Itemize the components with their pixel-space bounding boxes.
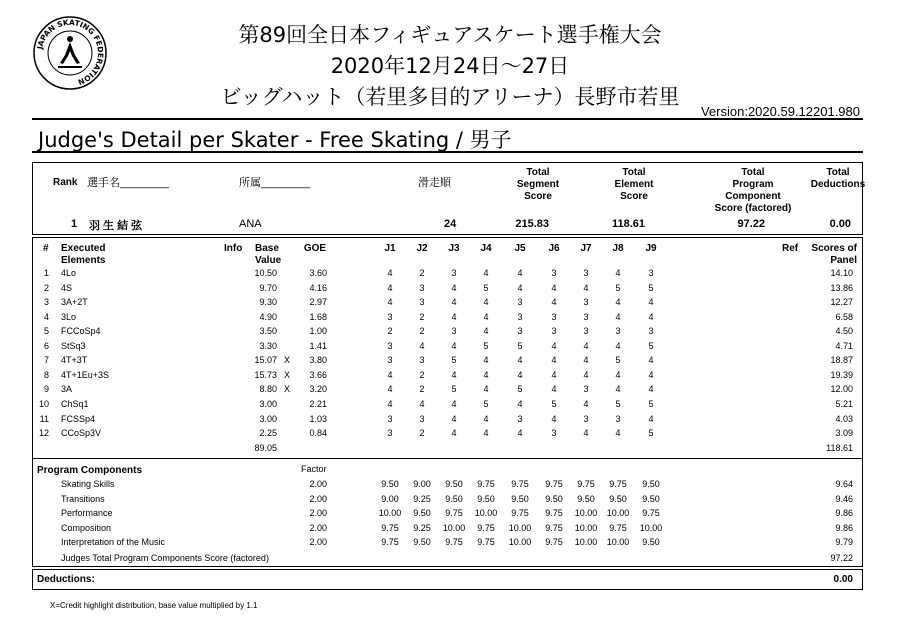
pcs-judge-score-9: 9.50	[642, 493, 660, 504]
judge-header-3: J3	[448, 243, 460, 254]
element-panel-score: 18.87	[830, 355, 853, 366]
element-goe: 3.80	[309, 355, 327, 366]
element-panel-score: 13.86	[830, 282, 853, 293]
deductions-header: Total Deductions	[810, 167, 866, 190]
judge-score-1: 4	[387, 282, 393, 293]
event-venue: ビッグハット（若里多目的アリーナ）長野市若里	[220, 85, 680, 109]
pcs-judge-score-9: 9.50	[642, 479, 660, 489]
pcs-judge-score-2: 9.50	[413, 508, 431, 518]
tss-header: Total Segment Score	[516, 167, 560, 202]
skater-pcs: 97.22	[737, 218, 765, 230]
judge-score-8: 4	[615, 428, 621, 439]
judge-score-4: 4	[483, 428, 489, 439]
judge-score-5: 4	[517, 398, 523, 409]
element-panel-score: 6.58	[835, 311, 853, 322]
rank-header: Rank	[53, 177, 78, 188]
pcs-judge-score-8: 9.50	[609, 493, 627, 504]
judge-header-7: J7	[580, 243, 592, 254]
pcs-component-name: Transitions	[61, 493, 105, 504]
element-panel-score: 14.10	[830, 268, 853, 278]
pcs-factor: 2.00	[309, 493, 327, 504]
element-panel-score: 3.09	[835, 428, 853, 439]
element-goe: 1.68	[309, 311, 327, 322]
name-header: 選手名________	[87, 177, 169, 189]
judge-score-3: 4	[451, 282, 457, 293]
judge-score-6: 3	[551, 326, 557, 337]
pcs-judge-score-2: 9.50	[413, 537, 431, 547]
judge-score-4: 4	[483, 297, 489, 308]
judge-score-2: 3	[419, 282, 425, 293]
element-number: 2	[43, 282, 49, 293]
judge-header-5: J5	[514, 243, 526, 254]
pcs-component-score: 9.86	[835, 522, 853, 533]
pcs-judge-score-8: 10.00	[606, 508, 630, 518]
elements-header: Executed Elements	[61, 243, 106, 266]
pcs-judge-score-3: 10.00	[442, 522, 466, 533]
judge-score-6: 3	[551, 311, 557, 322]
element-base-value: 3.00	[259, 413, 277, 424]
element-base-value: 9.70	[259, 282, 277, 293]
pcs-judge-score-5: 9.75	[511, 479, 529, 489]
judge-score-5: 5	[517, 384, 523, 395]
judge-score-6: 4	[551, 282, 557, 293]
judge-score-1: 3	[387, 428, 393, 439]
judge-score-9: 4	[648, 297, 654, 308]
pcs-judge-score-4: 10.00	[474, 508, 498, 518]
judge-score-9: 5	[648, 340, 654, 351]
pcs-factor: 2.00	[309, 479, 327, 489]
judge-score-5: 4	[517, 428, 523, 439]
judge-score-1: 4	[387, 369, 393, 380]
judge-score-6: 4	[551, 384, 557, 395]
element-number: 7	[43, 355, 49, 366]
pcs-component-score: 9.46	[835, 493, 853, 504]
judge-score-8: 4	[615, 384, 621, 395]
pcs-component-name: Performance	[61, 508, 113, 518]
judge-score-7: 4	[583, 340, 589, 351]
goe-header: GOE	[303, 243, 327, 254]
judge-score-2: 2	[419, 384, 425, 395]
judge-score-7: 3	[583, 413, 589, 424]
element-name: 3A+2T	[61, 297, 88, 308]
element-number: 6	[43, 340, 49, 351]
pcs-judge-score-1: 9.75	[381, 537, 399, 547]
judge-header-9: J9	[645, 243, 657, 254]
judge-score-3: 4	[451, 311, 457, 322]
version-label: Version:2020.59.12201.980	[700, 104, 860, 119]
judge-score-5: 4	[517, 355, 523, 366]
judge-score-2: 4	[419, 398, 425, 409]
judge-score-4: 4	[483, 413, 489, 424]
element-base-value: 15.07	[254, 355, 277, 366]
element-name: 4T+3T	[61, 355, 88, 366]
judge-header-1: J1	[384, 243, 396, 254]
info-header: Info	[224, 243, 243, 254]
judge-score-5: 4	[517, 282, 523, 293]
judge-score-8: 4	[615, 340, 621, 351]
judge-score-8: 4	[615, 369, 621, 380]
judge-score-9: 5	[648, 428, 654, 439]
pcs-judge-score-2: 9.00	[413, 479, 431, 489]
judge-score-9: 4	[648, 369, 654, 380]
pcs-component-name: Interpretation of the Music	[61, 537, 166, 547]
judge-score-9: 3	[648, 268, 654, 278]
judge-score-6: 3	[551, 428, 557, 439]
judge-score-9: 4	[648, 413, 654, 424]
scores-table	[32, 237, 863, 567]
element-panel-score: 4.03	[835, 413, 853, 424]
pcs-judge-score-4: 9.75	[477, 537, 495, 547]
judge-score-8: 5	[615, 398, 621, 409]
element-number: 10	[38, 398, 49, 409]
judge-score-2: 4	[419, 340, 425, 351]
element-panel-score: 4.71	[835, 340, 853, 351]
pcs-judge-score-2: 9.25	[413, 493, 431, 504]
element-goe: 3.60	[309, 268, 327, 278]
judge-score-1: 4	[387, 297, 393, 308]
pcs-component-score: 9.79	[835, 537, 853, 547]
judge-score-4: 5	[483, 340, 489, 351]
pcs-judge-score-1: 9.00	[381, 493, 399, 504]
judge-score-3: 3	[451, 326, 457, 337]
judge-score-1: 3	[387, 355, 393, 366]
judge-score-2: 2	[419, 369, 425, 380]
element-name: ChSq1	[61, 398, 89, 409]
pcs-judge-score-9: 9.75	[642, 508, 660, 518]
pcs-judge-score-6: 9.75	[545, 479, 563, 489]
judge-score-3: 4	[451, 428, 457, 439]
element-goe: 1.03	[309, 413, 327, 424]
num-header: #	[43, 243, 49, 254]
judge-score-7: 4	[583, 428, 589, 439]
pcs-judge-score-4: 9.50	[477, 493, 495, 504]
pcs-judge-score-8: 9.75	[609, 522, 627, 533]
base-value-total: 89.05	[254, 443, 277, 453]
judge-score-3: 3	[451, 268, 457, 278]
judge-score-8: 5	[615, 355, 621, 366]
start-order-header: 滑走順	[418, 177, 451, 189]
judge-score-4: 5	[483, 398, 489, 409]
pcs-judge-score-3: 9.50	[445, 479, 463, 489]
judge-score-6: 4	[551, 297, 557, 308]
pcs-judge-score-5: 10.00	[508, 537, 532, 547]
judge-score-9: 3	[648, 326, 654, 337]
element-name: FCSSp4	[61, 413, 96, 424]
judge-score-3: 4	[451, 369, 457, 380]
judge-score-7: 3	[583, 326, 589, 337]
element-x-flag: X	[284, 384, 291, 395]
element-goe: 1.00	[309, 326, 327, 337]
judge-score-9: 4	[648, 355, 654, 366]
judge-score-4: 4	[483, 311, 489, 322]
element-panel-score: 5.21	[835, 398, 853, 409]
judge-score-4: 4	[483, 369, 489, 380]
judge-score-2: 2	[419, 326, 425, 337]
judge-score-5: 4	[517, 369, 523, 380]
pcs-judge-score-1: 9.50	[381, 479, 399, 489]
element-base-value: 3.30	[259, 340, 277, 351]
judge-score-3: 4	[451, 398, 457, 409]
judge-score-3: 4	[451, 297, 457, 308]
element-base-value: 9.30	[259, 297, 277, 308]
logo-ring-text: JAPAN SKATING FEDERATION	[35, 17, 106, 87]
factor-header: Factor	[301, 464, 327, 474]
deductions-value: 0.00	[833, 574, 853, 585]
judge-score-8: 4	[615, 311, 621, 322]
deductions-row	[32, 569, 863, 590]
judge-score-2: 2	[419, 311, 425, 322]
pcs-judge-score-3: 9.75	[445, 537, 463, 547]
judge-score-1: 3	[387, 413, 393, 424]
pcs-judge-score-3: 9.50	[445, 493, 463, 504]
base-value-header: Base Value	[255, 243, 282, 266]
skater-rank: 1	[71, 218, 78, 230]
pcs-component-name: Composition	[61, 522, 112, 533]
element-name: 4T+1Eu+3S	[61, 369, 110, 380]
pcs-judge-score-3: 9.75	[445, 508, 463, 518]
element-number: 4	[43, 311, 49, 322]
pcs-judge-score-6: 9.75	[545, 508, 563, 518]
judge-score-2: 2	[419, 268, 425, 278]
judge-score-4: 4	[483, 355, 489, 366]
judge-score-7: 4	[583, 282, 589, 293]
judge-score-3: 5	[451, 384, 457, 395]
judge-score-2: 3	[419, 413, 425, 424]
element-panel-score: 12.00	[830, 384, 853, 395]
judge-score-7: 3	[583, 297, 589, 308]
judge-score-7: 3	[583, 311, 589, 322]
pcs-judge-score-5: 9.50	[511, 493, 529, 504]
page-heading: Judge's Detail per Skater - Free Skating / 男子	[38, 128, 512, 152]
judge-score-9: 5	[648, 282, 654, 293]
element-number: 5	[43, 326, 49, 337]
deductions-label: Deductions:	[37, 574, 95, 585]
skater-club: ANA	[239, 218, 262, 230]
pcs-factor: 2.00	[309, 522, 327, 533]
skater-tss: 215.83	[515, 218, 549, 230]
element-number: 8	[43, 369, 49, 380]
element-base-value: 15.73	[254, 369, 277, 380]
element-base-value: 3.00	[259, 398, 277, 409]
judge-score-6: 4	[551, 369, 557, 380]
element-base-value: 3.50	[259, 326, 277, 337]
pcs-judge-score-7: 10.00	[574, 508, 598, 518]
pcs-component-name: Skating Skills	[61, 479, 115, 489]
pcs-judge-score-2: 9.25	[413, 522, 431, 533]
judge-score-6: 4	[551, 413, 557, 424]
element-name: StSq3	[61, 340, 86, 351]
element-name: CCoSp3V	[61, 428, 102, 439]
judge-score-2: 3	[419, 355, 425, 366]
element-panel-score: 19.39	[830, 369, 853, 380]
element-number: 9	[43, 384, 49, 395]
judge-score-6: 5	[551, 398, 557, 409]
element-goe: 3.20	[309, 384, 327, 395]
element-panel-score: 4.50	[835, 326, 853, 337]
pcs-judge-score-6: 9.75	[545, 537, 563, 547]
judge-score-9: 4	[648, 311, 654, 322]
judge-score-7: 3	[583, 268, 589, 278]
header-rule	[32, 118, 863, 120]
judge-score-8: 3	[615, 413, 621, 424]
pcs-judge-score-7: 10.00	[574, 537, 598, 547]
pcs-judge-score-8: 9.75	[609, 479, 627, 489]
judge-score-5: 3	[517, 297, 523, 308]
judge-score-1: 4	[387, 398, 393, 409]
judge-score-5: 3	[517, 311, 523, 322]
element-base-value: 8.80	[259, 384, 277, 395]
element-goe: 3.66	[309, 369, 327, 380]
element-x-flag: X	[284, 369, 291, 380]
judge-header-4: J4	[480, 243, 492, 254]
skater-summary	[32, 162, 866, 235]
element-goe: 4.16	[309, 282, 327, 293]
pcs-judge-score-5: 10.00	[508, 522, 532, 533]
judge-score-4: 4	[483, 384, 489, 395]
element-goe: 1.41	[309, 340, 327, 351]
judge-score-8: 4	[615, 268, 621, 278]
judge-score-1: 3	[387, 340, 393, 351]
skater-deductions: 0.00	[829, 218, 851, 230]
heading-rule	[32, 151, 863, 153]
pcs-factor: 2.00	[309, 508, 327, 518]
element-name: 3Lo	[61, 311, 77, 322]
element-panel-score: 12.27	[830, 297, 853, 308]
judge-score-3: 4	[451, 340, 457, 351]
pcs-judge-score-7: 9.50	[577, 493, 595, 504]
pcs-judge-score-8: 10.00	[606, 537, 630, 547]
panel-total: 118.61	[826, 443, 853, 453]
event-title: 第89回全日本フィギュアスケート選手権大会	[238, 23, 662, 47]
element-goe: 2.21	[309, 398, 327, 409]
judge-score-6: 4	[551, 355, 557, 366]
element-base-value: 2.25	[259, 428, 277, 439]
element-name: 4S	[61, 282, 73, 293]
judge-header-6: J6	[548, 243, 560, 254]
pcs-total-label: Judges Total Program Components Score (factored)	[61, 553, 269, 563]
pcs-judge-score-4: 9.75	[477, 522, 495, 533]
judge-header-8: J8	[612, 243, 624, 254]
pcs-judge-score-1: 10.00	[378, 508, 402, 518]
skater-start-order: 24	[444, 218, 457, 230]
event-dates: 2020年12月24日～27日	[330, 54, 570, 78]
element-name: FCCoSp4	[61, 326, 101, 337]
judge-header-2: J2	[416, 243, 428, 254]
element-x-flag: X	[284, 355, 291, 366]
pcs-judge-score-7: 10.00	[574, 522, 598, 533]
judge-score-1: 4	[387, 384, 393, 395]
judge-score-5: 5	[517, 340, 523, 351]
judge-score-2: 3	[419, 297, 425, 308]
pcs-component-score: 9.86	[835, 508, 853, 518]
club-header: 所属________	[239, 177, 310, 189]
pcs-judge-score-6: 9.50	[545, 493, 563, 504]
pcs-factor: 2.00	[309, 537, 327, 547]
judge-score-7: 3	[583, 384, 589, 395]
judge-score-3: 5	[451, 355, 457, 366]
skater-tes: 118.61	[611, 218, 645, 230]
pcs-divider	[33, 458, 862, 459]
judge-score-8: 5	[615, 282, 621, 293]
element-goe: 0.84	[309, 428, 327, 439]
pcs-total: 97.22	[830, 553, 853, 563]
pcs-judge-score-5: 9.75	[511, 508, 529, 518]
pcs-judge-score-1: 9.75	[381, 522, 399, 533]
judge-score-5: 3	[517, 326, 523, 337]
tes-header: Total Element Score	[614, 167, 654, 202]
element-number: 3	[43, 297, 49, 308]
judge-score-5: 3	[517, 413, 523, 424]
judge-score-2: 2	[419, 428, 425, 439]
element-name: 3A	[61, 384, 73, 395]
pcs-judge-score-9: 9.50	[642, 537, 660, 547]
element-number: 12	[38, 428, 49, 439]
judge-score-7: 4	[583, 355, 589, 366]
judge-score-8: 4	[615, 297, 621, 308]
pcs-judge-score-6: 9.75	[545, 522, 563, 533]
judge-score-1: 4	[387, 268, 393, 278]
judge-score-1: 2	[387, 326, 393, 337]
element-base-value: 4.90	[259, 311, 277, 322]
skater-name: 羽 生 結 弦	[89, 220, 143, 232]
footnote: X=Credit highlight distribution, base value multiplied by 1.1	[50, 601, 258, 610]
judge-score-7: 4	[583, 398, 589, 409]
pcs-title: Program Components	[37, 465, 143, 476]
panel-header: Scores of Panel	[811, 243, 857, 266]
ref-header: Ref	[782, 243, 799, 254]
pcs-header: Total Program Component Score (factored)	[714, 167, 792, 214]
judge-score-4: 4	[483, 268, 489, 278]
element-base-value: 10.50	[254, 268, 277, 278]
pcs-judge-score-9: 10.00	[639, 522, 663, 533]
pcs-component-score: 9.64	[835, 479, 853, 489]
element-name: 4Lo	[61, 268, 77, 278]
judge-score-6: 3	[551, 268, 557, 278]
element-number: 11	[39, 413, 49, 424]
judge-score-4: 5	[483, 282, 489, 293]
judge-score-3: 4	[451, 413, 457, 424]
judge-score-9: 5	[648, 398, 654, 409]
element-goe: 2.97	[309, 297, 327, 308]
judge-score-7: 4	[583, 369, 589, 380]
judge-score-5: 4	[517, 268, 523, 278]
judge-score-4: 4	[483, 326, 489, 337]
judge-score-8: 3	[615, 326, 621, 337]
pcs-judge-score-4: 9.75	[477, 479, 495, 489]
judge-score-1: 3	[387, 311, 393, 322]
judge-score-6: 4	[551, 340, 557, 351]
pcs-judge-score-7: 9.75	[577, 479, 595, 489]
judge-score-9: 4	[648, 384, 654, 395]
element-number: 1	[43, 268, 49, 278]
